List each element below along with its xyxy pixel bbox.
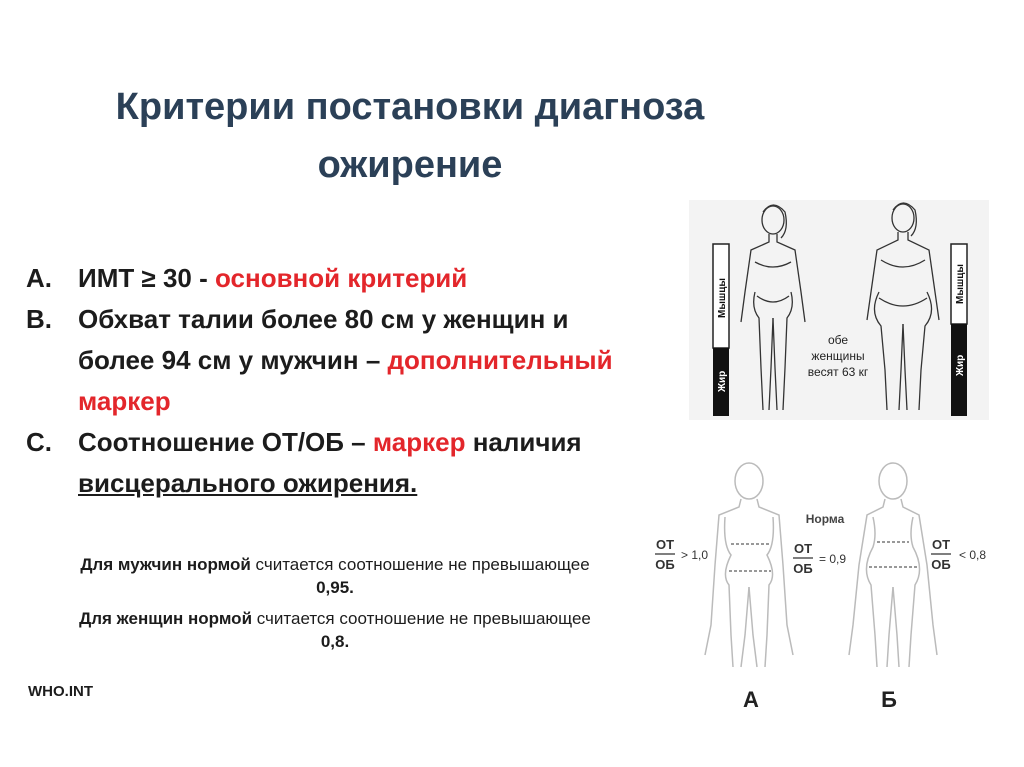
title-line-2: ожирение [317, 144, 503, 186]
muscle-label-right: Мышцы [955, 264, 966, 304]
criterion-text: Обхват талии более 80 см у женщин и более 94 см у мужчин – [78, 304, 569, 375]
caption-line-1: обе [827, 333, 849, 347]
ratio-right-value: < 0,8 [959, 548, 987, 562]
slim-woman-figure [741, 205, 805, 410]
source-label: WHO.INT [28, 683, 93, 700]
criterion-letter: B. [26, 304, 52, 334]
note-women-value: 0,8. [320, 632, 350, 651]
caption-line-2: женщины [811, 349, 865, 363]
criterion-b [26, 299, 646, 422]
criterion-highlight: основной критерий [214, 263, 468, 293]
figure-b-label: Б [881, 687, 897, 712]
criterion-underlined: висцерального ожирения. [78, 468, 418, 498]
ratio-left-bottom: ОБ [655, 557, 675, 572]
figure-a-outline [705, 463, 793, 667]
muscle-label-left: Мышцы [717, 278, 728, 318]
note-men [70, 553, 600, 599]
criterion-letter: A. [26, 263, 52, 293]
caption-line-3: весят 63 кг [807, 365, 869, 379]
note-women [70, 607, 600, 653]
slide-title [100, 78, 720, 194]
waist-hip-figure [645, 455, 1005, 725]
criterion-letter: C. [26, 427, 52, 457]
body-composition-illustration [689, 200, 989, 420]
ratio-left-top: ОТ [655, 537, 675, 552]
criterion-text: ИМТ ≥ 30 - [78, 263, 215, 293]
figure-b-outline [849, 463, 937, 667]
ratio-right-bottom: ОБ [931, 557, 951, 572]
body-composition-figure [689, 200, 989, 420]
criteria-list [26, 258, 646, 504]
figure-a-label: А [743, 687, 759, 712]
note-women-text: считается соотношение не превышающее [252, 609, 591, 628]
note-men-bold: Для мужчин нормой [80, 555, 251, 574]
norm-label: Норма [805, 512, 845, 526]
criterion-a [26, 258, 646, 299]
criterion-text-2: наличия [465, 427, 582, 457]
criterion-highlight: маркер [372, 427, 466, 457]
criterion-text: Соотношение ОТ/ОБ – [78, 427, 373, 457]
waist-hip-illustration [645, 455, 1005, 725]
criterion-c [26, 422, 646, 504]
heavy-woman-figure [867, 203, 939, 410]
note-men-text: считается соотношение не превышающее [250, 555, 590, 574]
fat-label-left: Жир [717, 370, 728, 392]
note-women-bold: Для женщин нормой [79, 609, 253, 628]
ratio-mid-top: ОТ [793, 541, 813, 556]
ratio-mid-value: = 0,9 [819, 552, 847, 566]
criterion-highlight: дополнительный маркер [78, 345, 613, 416]
title-line-1: Критерии постановки диагноза [115, 86, 705, 128]
ratio-right-top: ОТ [931, 537, 951, 552]
ratio-mid-bottom: ОБ [793, 561, 813, 576]
ratio-left-value: > 1,0 [681, 548, 709, 562]
note-men-value: 0,95. [316, 578, 354, 597]
fat-label-right: Жир [955, 354, 966, 376]
